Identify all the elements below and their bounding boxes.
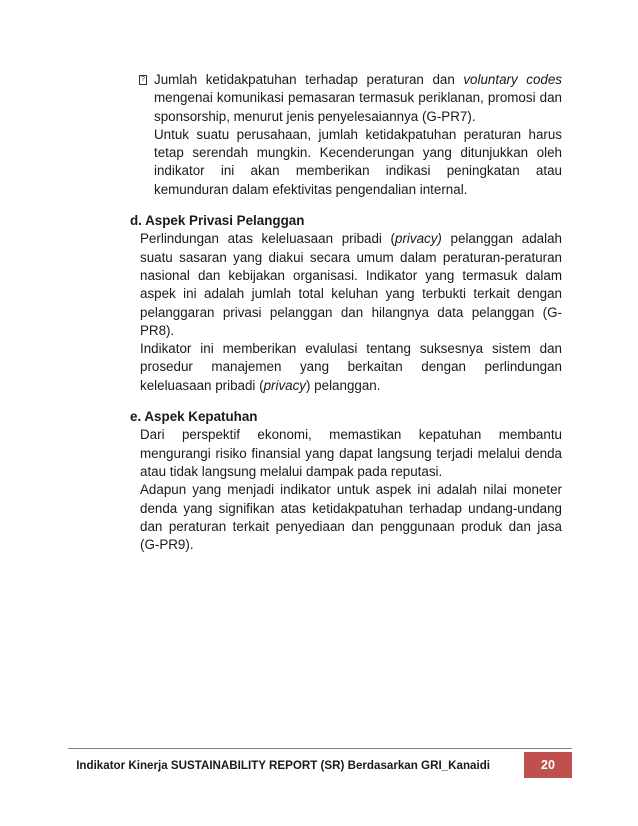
section-d-p1-emphasis: privacy)	[395, 231, 442, 247]
bullet-text-emphasis: voluntary codes	[463, 72, 562, 87]
section-d-p2-emphasis: privacy	[263, 377, 306, 393]
page-body	[130, 71, 562, 554]
section-d-p2-end: ) pelanggan.	[306, 377, 381, 393]
bullet-explanation: Untuk suatu perusahaan, jumlah ketidakpatuhan peraturan harus tetap serendah mungkin. Kecenderungan yang ditunjukkan oleh indikator ini akan memberikan indikasi peningkatan atau kemunduran dalam efektivitas pengendalian internal.	[154, 126, 562, 197]
section-body-d	[130, 230, 562, 395]
footer-divider	[68, 748, 572, 749]
section-privasi	[130, 212, 562, 395]
bullet-item-g-pr7	[130, 71, 562, 199]
section-d-p1-start: Perlindungan atas keleluasaan pribadi (	[140, 231, 396, 247]
section-d-p2-start: Indikator ini memberikan evalulasi tentang suksesnya sistem dan prosedur manajemen yang berkaitan dengan perlindungan keleluasaan pribadi (	[140, 341, 562, 393]
section-e-paragraph-2: Adapun yang menjadi indikator untuk aspek ini adalah nilai moneter denda yang signifikan atas ketidakpatuhan terhadap undang-undang dan peraturan terkait penyediaan dan penggunaan produk dan jasa (G-PR9).	[140, 482, 562, 553]
bullet-paragraph	[154, 71, 562, 126]
bullet-text-start: Jumlah ketidakpatuhan terhadap peraturan dan	[154, 72, 464, 87]
section-heading-e: e. Aspek Kepatuhan	[130, 409, 258, 425]
footer-title: Indikator Kinerja SUSTAINABILITY REPORT (SR) Berdasarkan GRI_Kanaidi	[76, 758, 490, 772]
section-d-paragraph-2	[140, 340, 562, 395]
section-e-paragraph-1: Dari perspektif ekonomi, memastikan kepatuhan membantu mengurangi risiko finansial yang dapat langsung terjadi melalui denda atau tidak langsung melalui dampak pada reputasi.	[140, 427, 562, 479]
page-footer	[68, 752, 572, 778]
bullet-text-end: mengenai komunikasi pemasaran termasuk periklanan, promosi dan sponsorship, menurut jenis penyelesaiannya (G-PR7).	[154, 90, 562, 124]
section-heading-d: d. Aspek Privasi Pelanggan	[130, 213, 305, 229]
missing-glyph-icon: ?	[139, 75, 147, 85]
page-number-badge: 20	[524, 752, 572, 778]
section-kepatuhan	[130, 408, 562, 554]
section-d-paragraph-1	[140, 230, 562, 340]
section-d-p1-end: pelanggan adalah suatu sasaran yang diakui secara umum dalam peraturan-peraturan nasional dan kebijakan organisasi. Indikator yang termasuk dalam aspek ini adalah jumlah total keluhan yang terbukti terkait dengan pelanggaran privasi pelanggan dan hilangnya data pelanggan (G-PR8).	[140, 231, 562, 338]
section-body-e	[130, 426, 562, 554]
